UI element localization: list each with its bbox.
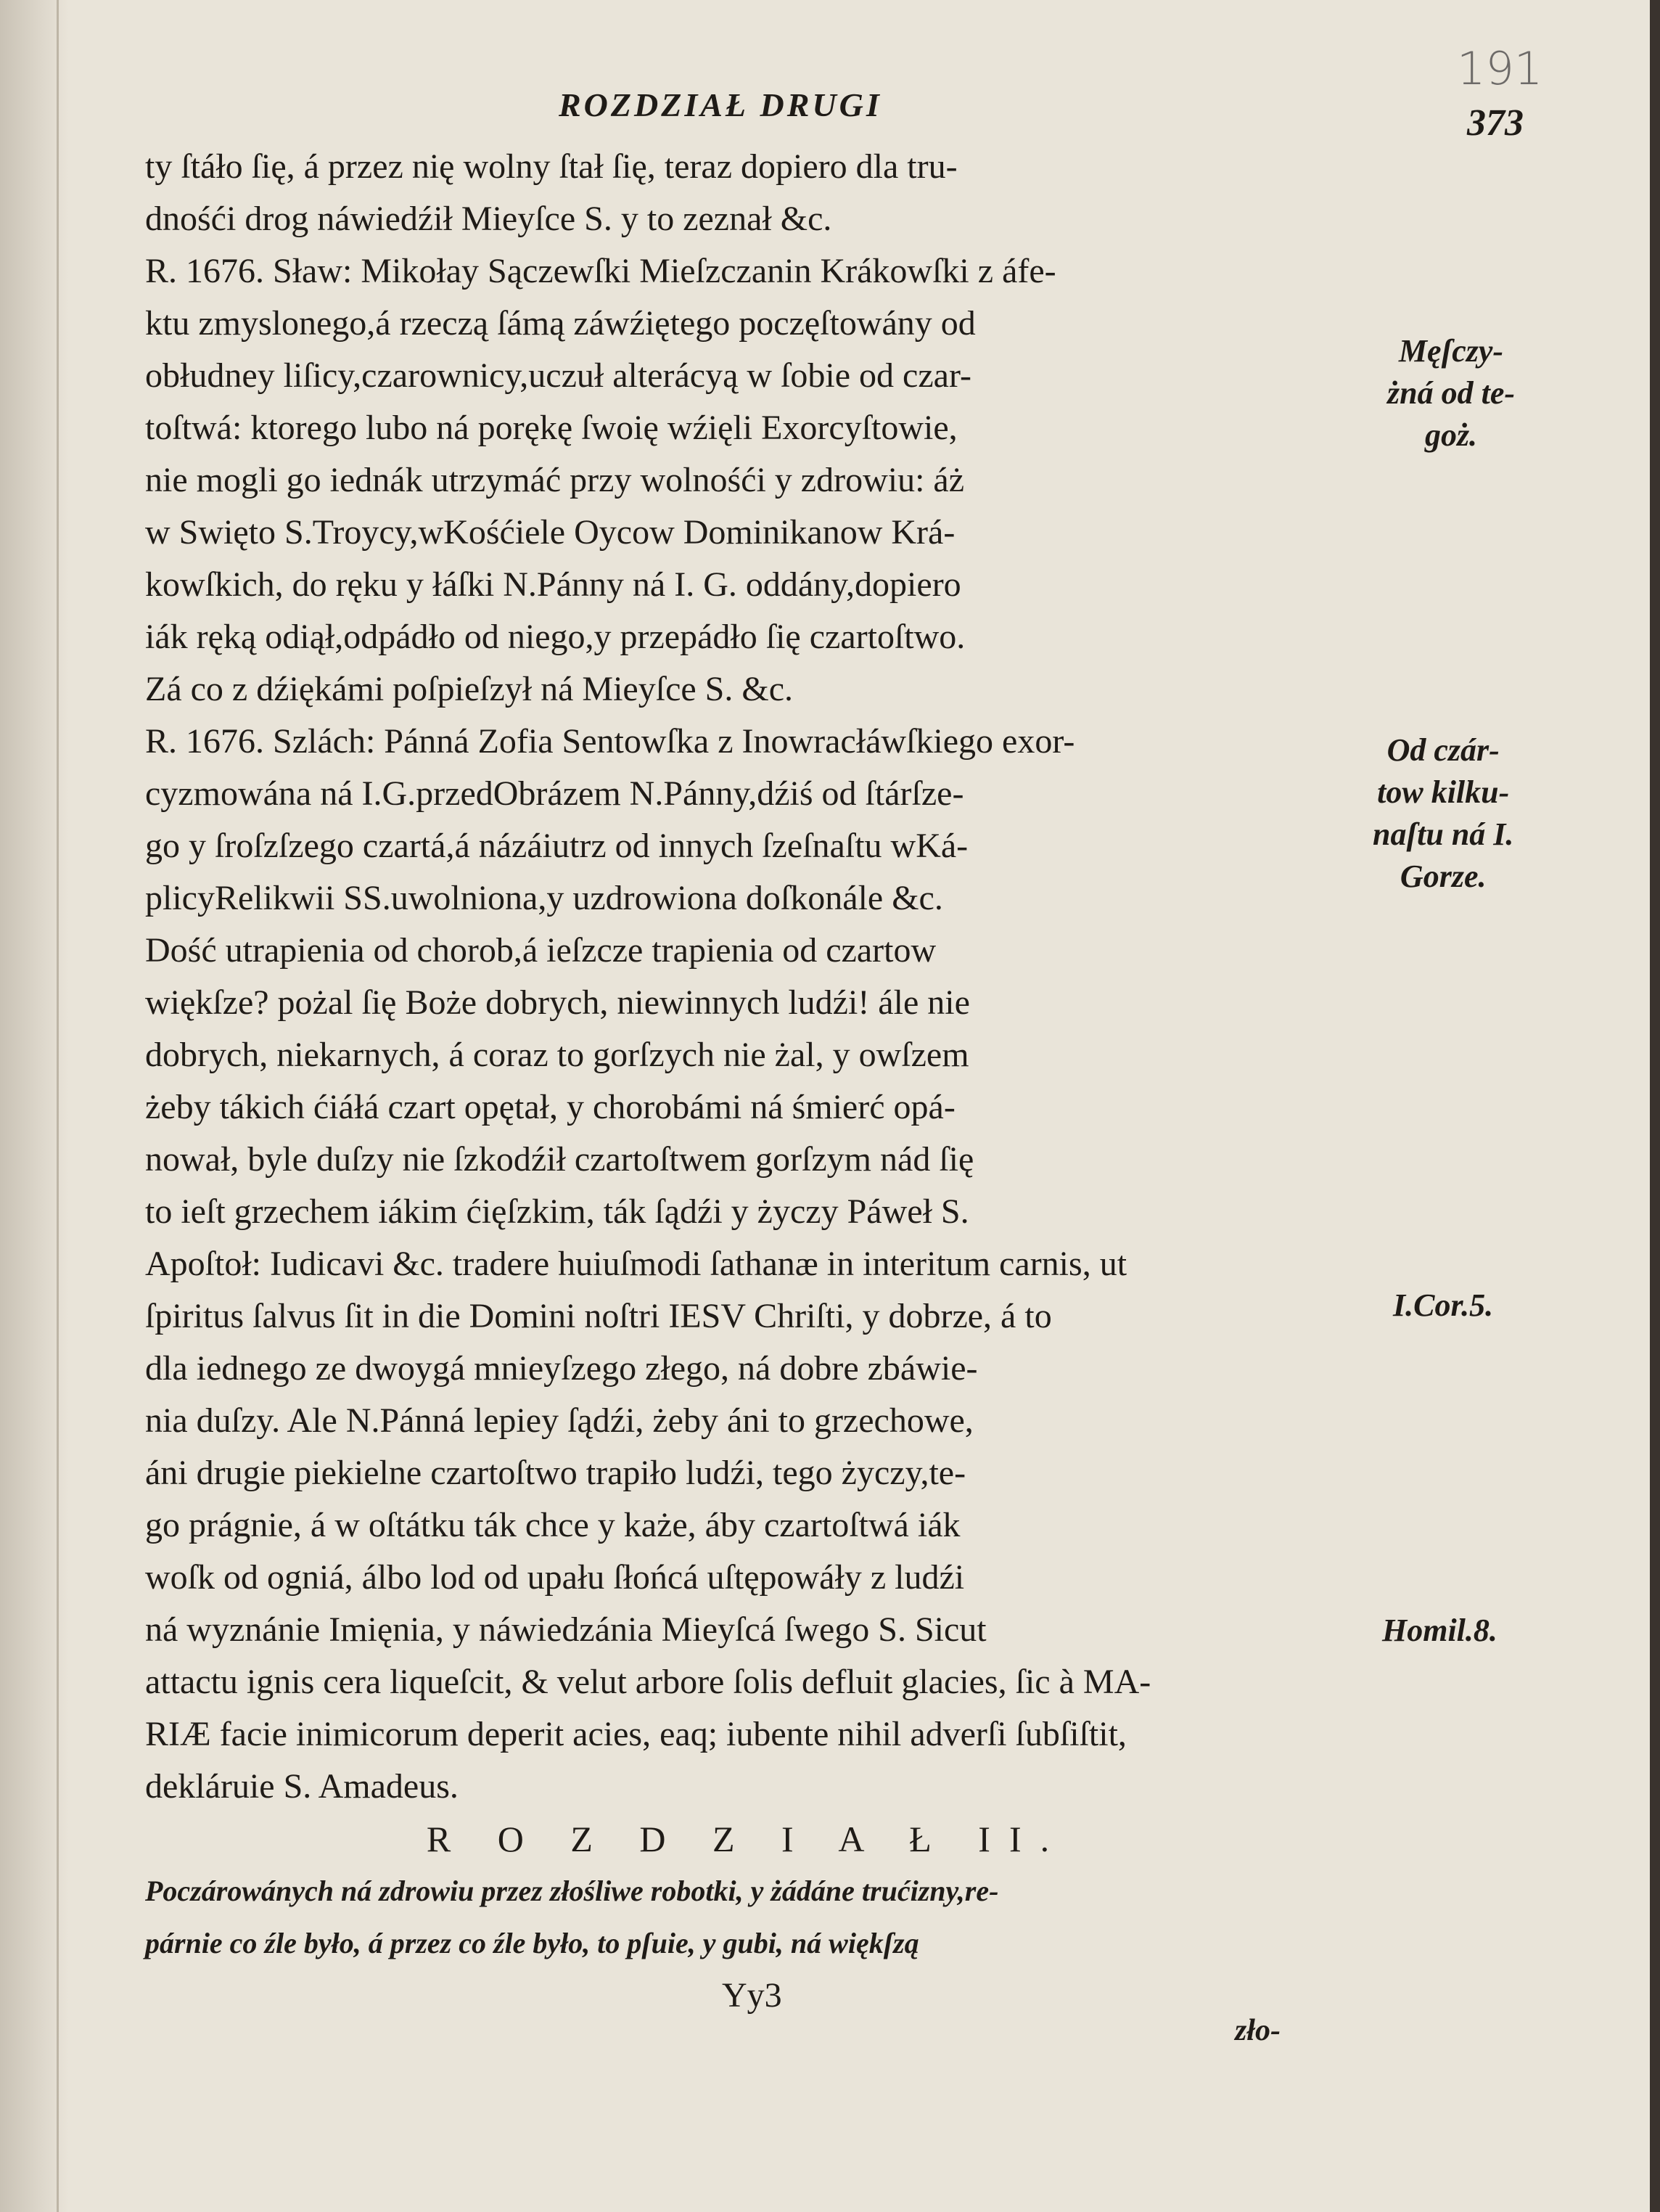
margin-note: Od czár- tow kilku- naſtu ná I. Gorze. (1373, 732, 1514, 894)
text-line: Apoſtoł: Iudicavi &c. tradere huiuſmodi ſathanæ in interitum carnis, ut (145, 1245, 1127, 1283)
signature-mark: Yy3 (722, 1976, 782, 2015)
text-line: R. 1676. Szlách: Pánná Zofia Sentowſka z Inowracłáwſkiego exor- (145, 722, 1075, 761)
margin-note: Homil.8. (1382, 1613, 1497, 1648)
text-line: nia duſzy. Ale N.Pánná lepiey ſądźi, żeby áni to grzechowe, (145, 1401, 974, 1440)
text-line: R. 1676. Sław: Mikołay Sączewſki Mieſzczanin Krákowſki z áfe- (145, 252, 1056, 290)
text-line: attactu ignis cera liqueſcit, & velut arbore ſolis defluit glacies, ſic à MA- (145, 1663, 1151, 1701)
chapter-rubric-line: Poczárowánych ná zdrowiu przez złośliwe robotki, y żádáne trućizny,re- (145, 1875, 999, 1907)
text-line: ná wyznánie Imięnia, y náwiedzánia Mieyſcá ſwego S. Sicut (145, 1610, 987, 1649)
text-line: ktu zmyslonego,á rzeczą ſámą záwźiętego poczęſtowány od (145, 304, 976, 343)
text-line: obłudney liſicy,czarownicy,uczuł alterácyą w ſobie od czar- (145, 356, 971, 395)
text-line: plicyRelikwii SS.uwolniona,y uzdrowiona doſkonále &c. (145, 879, 943, 917)
margin-note: Męſczy- żná od te- goż. (1387, 333, 1515, 453)
page-number: 373 (1467, 102, 1524, 144)
text-line: dnośći drog náwiedźił Mieyſce S. y to zeznał &c. (145, 200, 832, 238)
margin-note: I.Cor.5. (1393, 1287, 1494, 1323)
chapter-rubric-line: párnie co źle było, á przez co źle było, to pſuie, y gubi, ná więkſzą (145, 1927, 919, 1959)
running-head: ROZDZIAŁ DRUGI (559, 86, 882, 123)
text-line: dla iednego ze dwoygá mnieyſzego złego, ná dobre zbáwie- (145, 1349, 978, 1388)
page-right-edge (1650, 0, 1660, 2212)
text-line: nował, byle duſzy nie ſzkodźił czartoſtwem gorſzym nád ſię (145, 1140, 974, 1179)
text-line: to ieſt grzechem iákim ćięſzkim, ták ſądźi y życzy Páweł S. (145, 1192, 969, 1231)
text-line: w Swięto S.Troycy,wKośćiele Oycow Dominikanow Krá- (145, 513, 956, 552)
text-line: dobrych, niekarnych, á coraz to gorſzych nie żal, y owſzem (145, 1036, 969, 1074)
text-line: ſpiritus ſalvus ſit in die Domini noſtri IESV Chriſti, y dobrze, á to (145, 1297, 1052, 1335)
text-line: toſtwá: ktorego lubo ná porękę ſwoię wźięli Exorcyſtowie, (145, 409, 958, 447)
text-line: kowſkich, do ręku y łáſki N.Pánny ná I. G. oddány,dopiero (145, 565, 961, 604)
text-line: RIÆ facie inimicorum deperit acies, eaq; iubente nihil adverſi ſubſiſtit, (145, 1715, 1127, 1753)
binding-edge-line (57, 0, 59, 2212)
text-line: nie mogli go iednák utrzymáć przy wolnośći y zdrowiu: áż (145, 461, 965, 499)
text-line: áni drugie piekielne czartoſtwo trapiło ludźi, tego życzy,te- (145, 1454, 966, 1492)
text-line: cyzmowána ná I.G.przedObrázem N.Pánny,dźiś od ſtárſze- (145, 774, 964, 813)
chapter-title: R O Z D Z I A Ł II. (426, 1819, 1069, 1859)
text-line: go y ſroſzſzego czartá,á názáiutrz od innych ſzeſnaſtu wKá- (145, 827, 969, 865)
handwritten-folio-number: 191 (1457, 42, 1543, 95)
text-line: woſk od ogniá, álbo lod od upału ſłońcá uſtępowáły z ludźi (145, 1558, 965, 1597)
text-line: go prágnie, á w oſtátku ták chce y każe, áby czartoſtwá iák (145, 1506, 961, 1544)
text-line: więkſze? pożal ſię Boże dobrych, niewinnych ludźi! ále nie (145, 983, 970, 1022)
main-text-block (145, 141, 1378, 2022)
text-line: dekláruie S. Amadeus. (145, 1767, 459, 1806)
text-line: Zá co z dźiękámi poſpieſzył ná Mieyſce S. &c. (145, 670, 794, 708)
text-line: ty ſtáło ſię, á przez nię wolny ſtał ſię, teraz dopiero dla tru- (145, 147, 958, 186)
catchword: zło- (1235, 2014, 1281, 2047)
text-line: iák ręką odiął,odpádło od niego,y przepádło ſię czartoſtwo. (145, 618, 966, 656)
text-line: żeby tákich ćiáłá czart opętał, y chorobámi ná śmierć opá- (145, 1088, 956, 1126)
text-line: Dość utrapienia od chorob,á ieſzcze trapienia od czartow (145, 931, 937, 970)
